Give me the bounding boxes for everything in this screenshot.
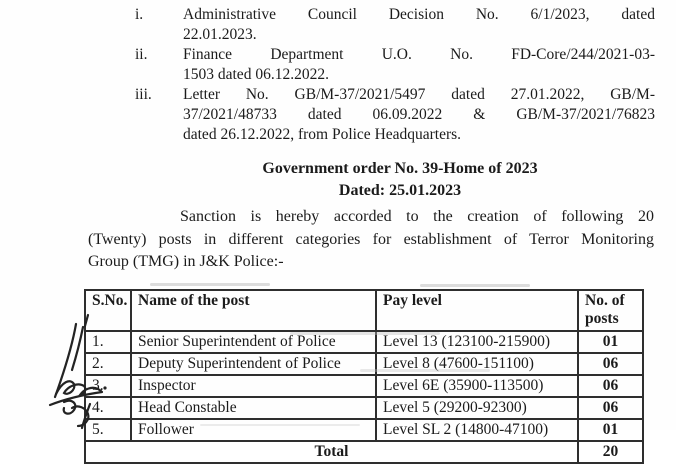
reference-line: Letter No. GB/M-37/2021/5497 dated 27.01.2022, GB/M- [183, 86, 655, 103]
reference-line: Administrative Council Decision No. 6/1/2023, dated [183, 6, 655, 23]
cell-pay-level: Level 13 (123100-215900) [376, 331, 578, 353]
cell-pay-level: Level 6E (35900-113500) [376, 375, 578, 397]
scan-artifact [420, 284, 530, 287]
cell-pay-level: Level SL 2 (14800-47100) [376, 419, 578, 441]
paragraph-line: Sanction is hereby accorded to the creation of following 20 [180, 208, 654, 225]
reference-numeral: i. [135, 6, 144, 23]
reference-numeral: ii. [135, 46, 148, 63]
posts-table [84, 289, 644, 464]
reference-item-3 [135, 85, 655, 145]
cell-pay-level: Level 5 (29200-92300) [376, 397, 578, 419]
table-row [85, 419, 643, 441]
reference-line: dated 26.12.2022, from Police Headquarters. [183, 126, 462, 143]
reference-text [183, 45, 655, 85]
cell-post-name: Follower [131, 419, 376, 441]
cell-posts-count: 01 [578, 419, 643, 441]
table-total-row [85, 441, 643, 463]
cell-sno: 3. [85, 375, 131, 397]
reference-line: 22.01.2023. [183, 26, 257, 43]
header-pay-level: Pay level [376, 290, 578, 331]
order-heading [100, 158, 700, 202]
scan-artifact [360, 369, 490, 372]
reference-item-2 [135, 45, 655, 85]
handwritten-signature [38, 312, 120, 430]
cell-posts-count: 06 [578, 353, 643, 375]
scan-artifact [290, 332, 440, 335]
header-sno: S.No. [85, 290, 131, 331]
cell-sno: 5. [85, 419, 131, 441]
cell-post-name: Senior Superintendent of Police [131, 331, 376, 353]
cell-post-name: Inspector [131, 375, 376, 397]
cell-post-name: Head Constable [131, 397, 376, 419]
reference-line: 1503 dated 06.12.2022. [183, 66, 329, 83]
reference-text [183, 5, 655, 45]
reference-list [135, 5, 655, 145]
cell-posts-count: 01 [578, 331, 643, 353]
table-header-row [85, 290, 643, 331]
reference-text [183, 85, 655, 145]
reference-line: Finance Department U.O. No. FD-Core/244/2021-03- [183, 46, 655, 63]
header-name-of-post: Name of the post [131, 290, 376, 331]
table-row [85, 375, 643, 397]
cell-sno: 4. [85, 397, 131, 419]
order-date: Dated: 25.01.2023 [338, 182, 462, 199]
table-row [85, 397, 643, 419]
scan-artifact [150, 283, 270, 286]
cell-sno: 2. [85, 353, 131, 375]
total-label: Total [85, 441, 578, 463]
reference-line: 37/2021/48733 dated 06.09.2022 & GB/M-37/2021/76823 [183, 106, 655, 123]
paragraph-line: Group (TMG) in J&K Police:- [88, 253, 284, 270]
header-no-of-posts: No. of posts [578, 290, 643, 331]
cell-posts-count: 06 [578, 397, 643, 419]
cell-post-name: Deputy Superintendent of Police [131, 353, 376, 375]
cell-posts-count: 06 [578, 375, 643, 397]
scan-artifact [200, 424, 360, 426]
cell-pay-level: Level 8 (47600-151100) [376, 353, 578, 375]
sanction-paragraph [88, 206, 654, 274]
reference-item-1 [135, 5, 655, 45]
paragraph-line: (Twenty) posts in different categories for establishment of Terror Monitoring [88, 230, 654, 248]
reference-numeral: iii. [135, 86, 152, 103]
cell-sno: 1. [85, 331, 131, 353]
total-posts-count: 20 [578, 441, 643, 463]
order-title: Government order No. 39-Home of 2023 [262, 160, 538, 177]
